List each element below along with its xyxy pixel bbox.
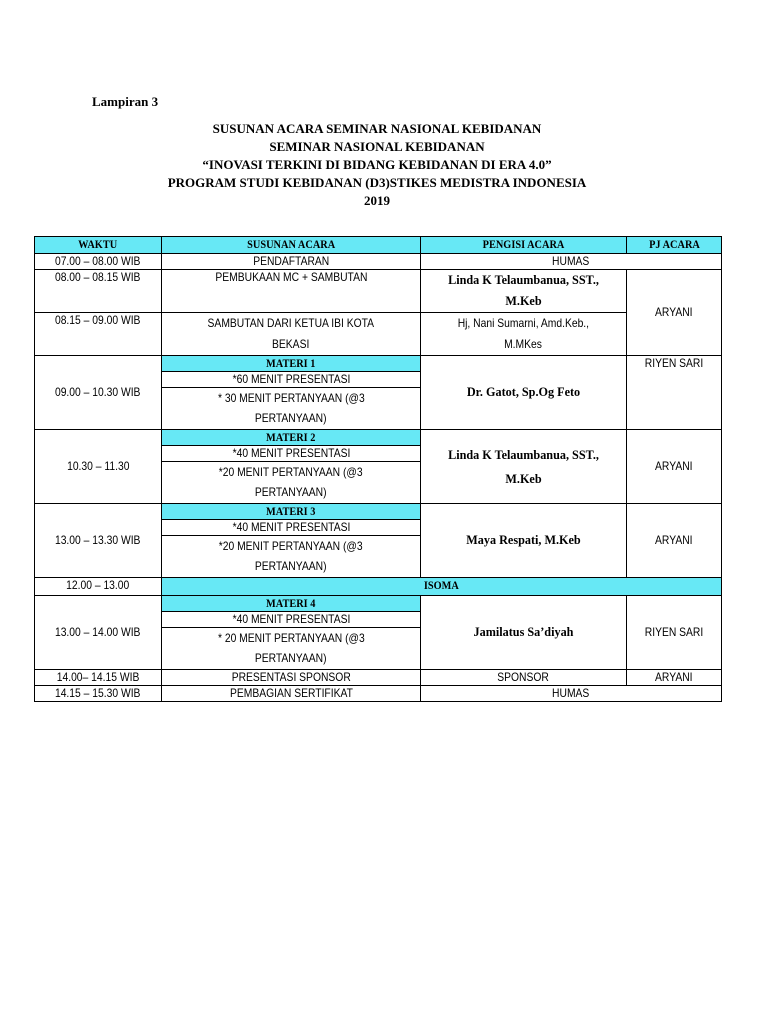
table-row xyxy=(35,504,722,520)
waktu-cell: 13.00 – 14.00 WIB xyxy=(35,596,162,670)
pengisi-cell: Maya Respati, M.Keb xyxy=(421,504,627,578)
acara-cell: *40 MENIT PRESENTASI xyxy=(162,446,421,462)
pengisi-cell: Jamilatus Sa’diyah xyxy=(421,596,627,670)
header-waktu: WAKTU xyxy=(35,237,162,254)
pj-cell: ARYANI xyxy=(627,670,722,686)
acara-cell: PRESENTASI SPONSOR xyxy=(162,670,421,686)
acara-cell: PEMBAGIAN SERTIFIKAT xyxy=(162,686,421,702)
acara-cell: *20 MENIT PERTANYAAN (@3 PERTANYAAN) xyxy=(162,462,421,504)
header-pengisi-acara: PENGISI ACARA xyxy=(421,237,627,254)
waktu-cell: 14.15 – 15.30 WIB xyxy=(35,686,162,702)
pj-cell: HUMAS xyxy=(421,254,722,270)
document-title-block xyxy=(34,120,720,210)
pengisi-cell: SPONSOR xyxy=(421,670,627,686)
materi-label: MATERI 4 xyxy=(162,596,421,612)
table-row xyxy=(35,313,722,356)
acara-cell: SAMBUTAN DARI KETUA IBI KOTA BEKASI xyxy=(162,313,421,356)
pj-cell: ARYANI xyxy=(627,430,722,504)
acara-cell: *60 MENIT PRESENTASI xyxy=(162,372,421,388)
table-row xyxy=(35,356,722,372)
pj-cell: RIYEN SARI xyxy=(627,596,722,670)
waktu-cell: 10.30 – 11.30 xyxy=(35,430,162,504)
materi-label: MATERI 1 xyxy=(162,356,421,372)
pj-cell: RIYEN SARI xyxy=(627,356,722,430)
pengisi-cell: Linda K Telaumbanua, SST., M.Keb xyxy=(421,430,627,504)
header-susunan-acara: SUSUNAN ACARA xyxy=(162,237,421,254)
waktu-cell: 08.15 – 09.00 WIB xyxy=(35,313,162,356)
isoma-cell: ISOMA xyxy=(162,578,722,596)
waktu-cell: 13.00 – 13.30 WIB xyxy=(35,504,162,578)
acara-cell: *20 MENIT PERTANYAAN (@3 PERTANYAAN) xyxy=(162,536,421,578)
header-pj-acara: PJ ACARA xyxy=(627,237,722,254)
table-header-row xyxy=(35,237,722,254)
waktu-cell: 12.00 – 13.00 xyxy=(35,578,162,596)
table-row xyxy=(35,430,722,446)
acara-cell: PENDAFTARAN xyxy=(162,254,421,270)
pj-cell: HUMAS xyxy=(421,686,722,702)
pj-cell: ARYANI xyxy=(627,270,722,356)
acara-cell: * 30 MENIT PERTANYAAN (@3 PERTANYAAN) xyxy=(162,388,421,430)
table-row xyxy=(35,596,722,612)
title-line-2: SEMINAR NASIONAL KEBIDANAN xyxy=(269,139,485,154)
waktu-cell: 14.00– 14.15 WIB xyxy=(35,670,162,686)
table-row xyxy=(35,254,722,270)
title-line-1: SUSUNAN ACARA SEMINAR NASIONAL KEBIDANAN xyxy=(212,121,542,136)
waktu-cell: 09.00 – 10.30 WIB xyxy=(35,356,162,430)
acara-cell: *40 MENIT PRESENTASI xyxy=(162,612,421,628)
table-row xyxy=(35,686,722,702)
acara-cell: PEMBUKAAN MC + SAMBUTAN xyxy=(162,270,421,313)
pengisi-cell: Hj, Nani Sumarni, Amd.Keb., M.MKes xyxy=(421,313,627,356)
title-line-3: “INOVASI TERKINI DI BIDANG KEBIDANAN DI ERA 4.0” xyxy=(202,157,552,172)
schedule-table xyxy=(34,236,722,702)
waktu-cell: 08.00 – 08.15 WIB xyxy=(35,270,162,313)
materi-label: MATERI 3 xyxy=(162,504,421,520)
title-line-4: PROGRAM STUDI KEBIDANAN (D3)STIKES MEDISTRA INDONESIA xyxy=(167,175,587,190)
title-year: 2019 xyxy=(364,193,390,208)
pengisi-cell: Dr. Gatot, Sp.Og Feto xyxy=(421,356,627,430)
table-row xyxy=(35,270,722,313)
acara-cell: * 20 MENIT PERTANYAAN (@3 PERTANYAAN) xyxy=(162,628,421,670)
pj-cell: ARYANI xyxy=(627,504,722,578)
waktu-cell: 07.00 – 08.00 WIB xyxy=(35,254,162,270)
pengisi-cell: Linda K Telaumbanua, SST., M.Keb xyxy=(421,270,627,313)
attachment-label: Lampiran 3 xyxy=(92,94,159,109)
table-row xyxy=(35,578,722,596)
acara-cell: *40 MENIT PRESENTASI xyxy=(162,520,421,536)
materi-label: MATERI 2 xyxy=(162,430,421,446)
table-row xyxy=(35,670,722,686)
